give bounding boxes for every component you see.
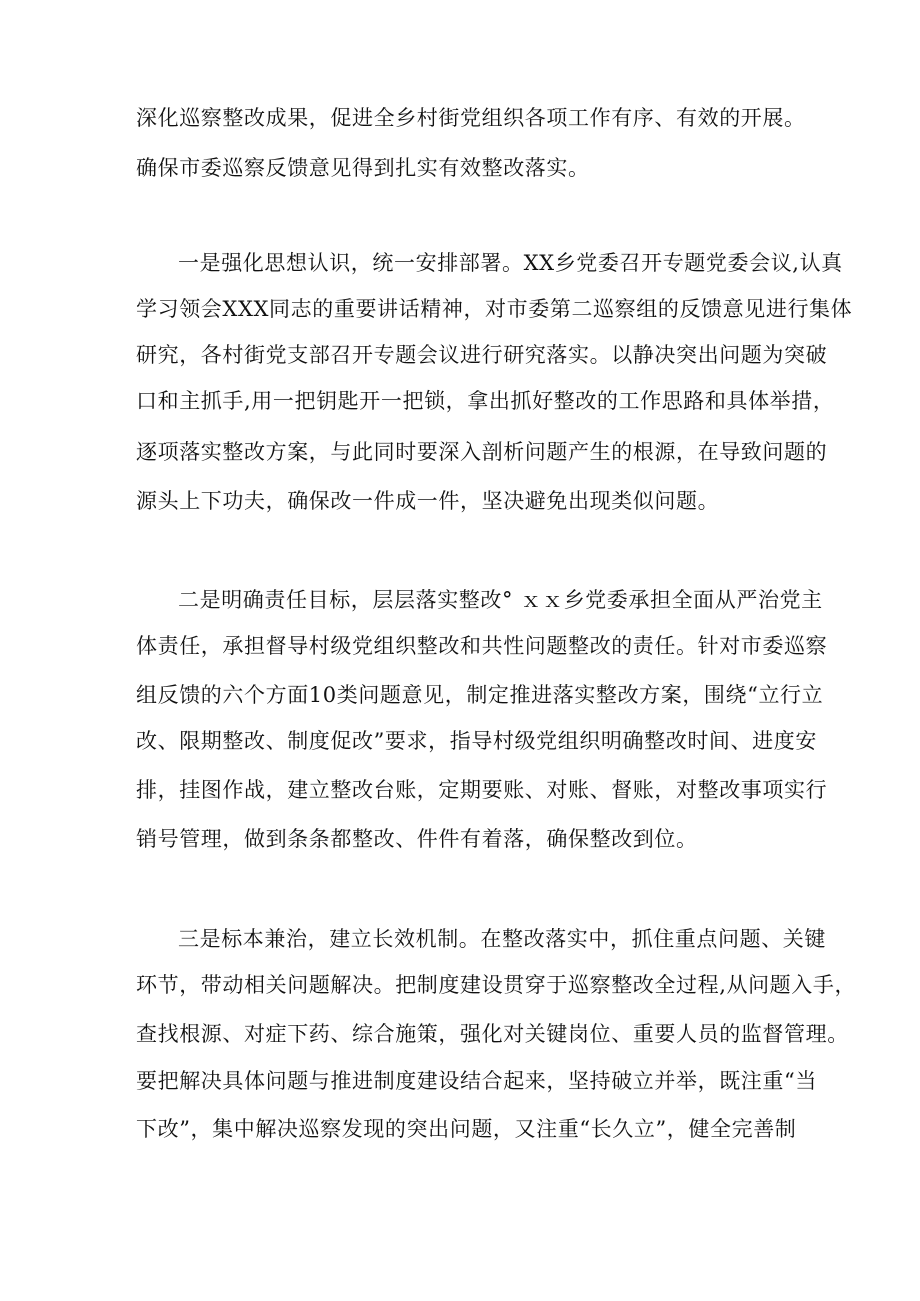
text-line: 查找根源、对症下药、综合施策，强化对关键岗位、重要人员的监督管理。	[136, 1022, 849, 1046]
text-line: 一是强化思想认识，统一安排部署。XX乡党委召开专题党委会议,认真	[178, 251, 843, 275]
text-line: 组反馈的六个方面10类问题意见，制定推进落实整改方案，围绕“立行立	[136, 683, 824, 707]
text-line: 学习领会XXX同志的重要讲话精神，对市委第二巡察组的反馈意见进行集体	[136, 297, 853, 321]
text-line: 研究，各村街党支部召开专题会议进行研究落实。以静决突出问题为突破	[136, 343, 828, 367]
text-line: 深化巡察整改成果，促进全乡村街党组织各项工作有序、有效的开展。	[136, 106, 806, 130]
text-line: 环节，带动相关问题解决。把制度建设贯穿于巡察整改全过程,从问题入手，	[136, 973, 857, 997]
text-line: 改、限期整改、制度促改”要求，指导村级党组织明确整改时间、进度安	[136, 729, 817, 753]
text-line: 逐项落实整改方案，与此同时要深入剖析问题产生的根源，在导致问题的	[136, 440, 828, 464]
text-line: 体责任，承担督导村级党组织整改和共性问题整改的责任。针对市委巡察	[136, 634, 828, 658]
text-line: 销号管理，做到条条都整改、件件有着落，确保整改到位。	[136, 827, 698, 851]
text-line: 二是明确责任目标，层层落实整改° ｘｘ乡党委承担全面从严治党主	[178, 588, 823, 612]
text-line: 口和主抓手,用一把钥匙开一把锁，拿出抓好整改的工作思路和具体举措，	[136, 389, 835, 413]
text-line: 源头上下功夫，确保改一件成一件，坚决避免出现类似问题。	[136, 489, 720, 513]
text-line: 下改”，集中解决巡察发现的突出问题，又注重“长久立”，健全完善制	[136, 1117, 797, 1141]
text-line: 确保市委巡察反馈意见得到扎实有效整改落实。	[136, 156, 590, 180]
text-line: 要把解决具体问题与推进制度建设结合起来，坚持破立并举，既注重“当	[136, 1069, 817, 1093]
text-line: 排，挂图作战，建立整改台账，定期要账、对账、督账，对整改事项实行	[136, 778, 828, 802]
text-line: 三是标本兼治，建立长效机制。在整改落实中，抓住重点问题、关键	[178, 927, 826, 951]
